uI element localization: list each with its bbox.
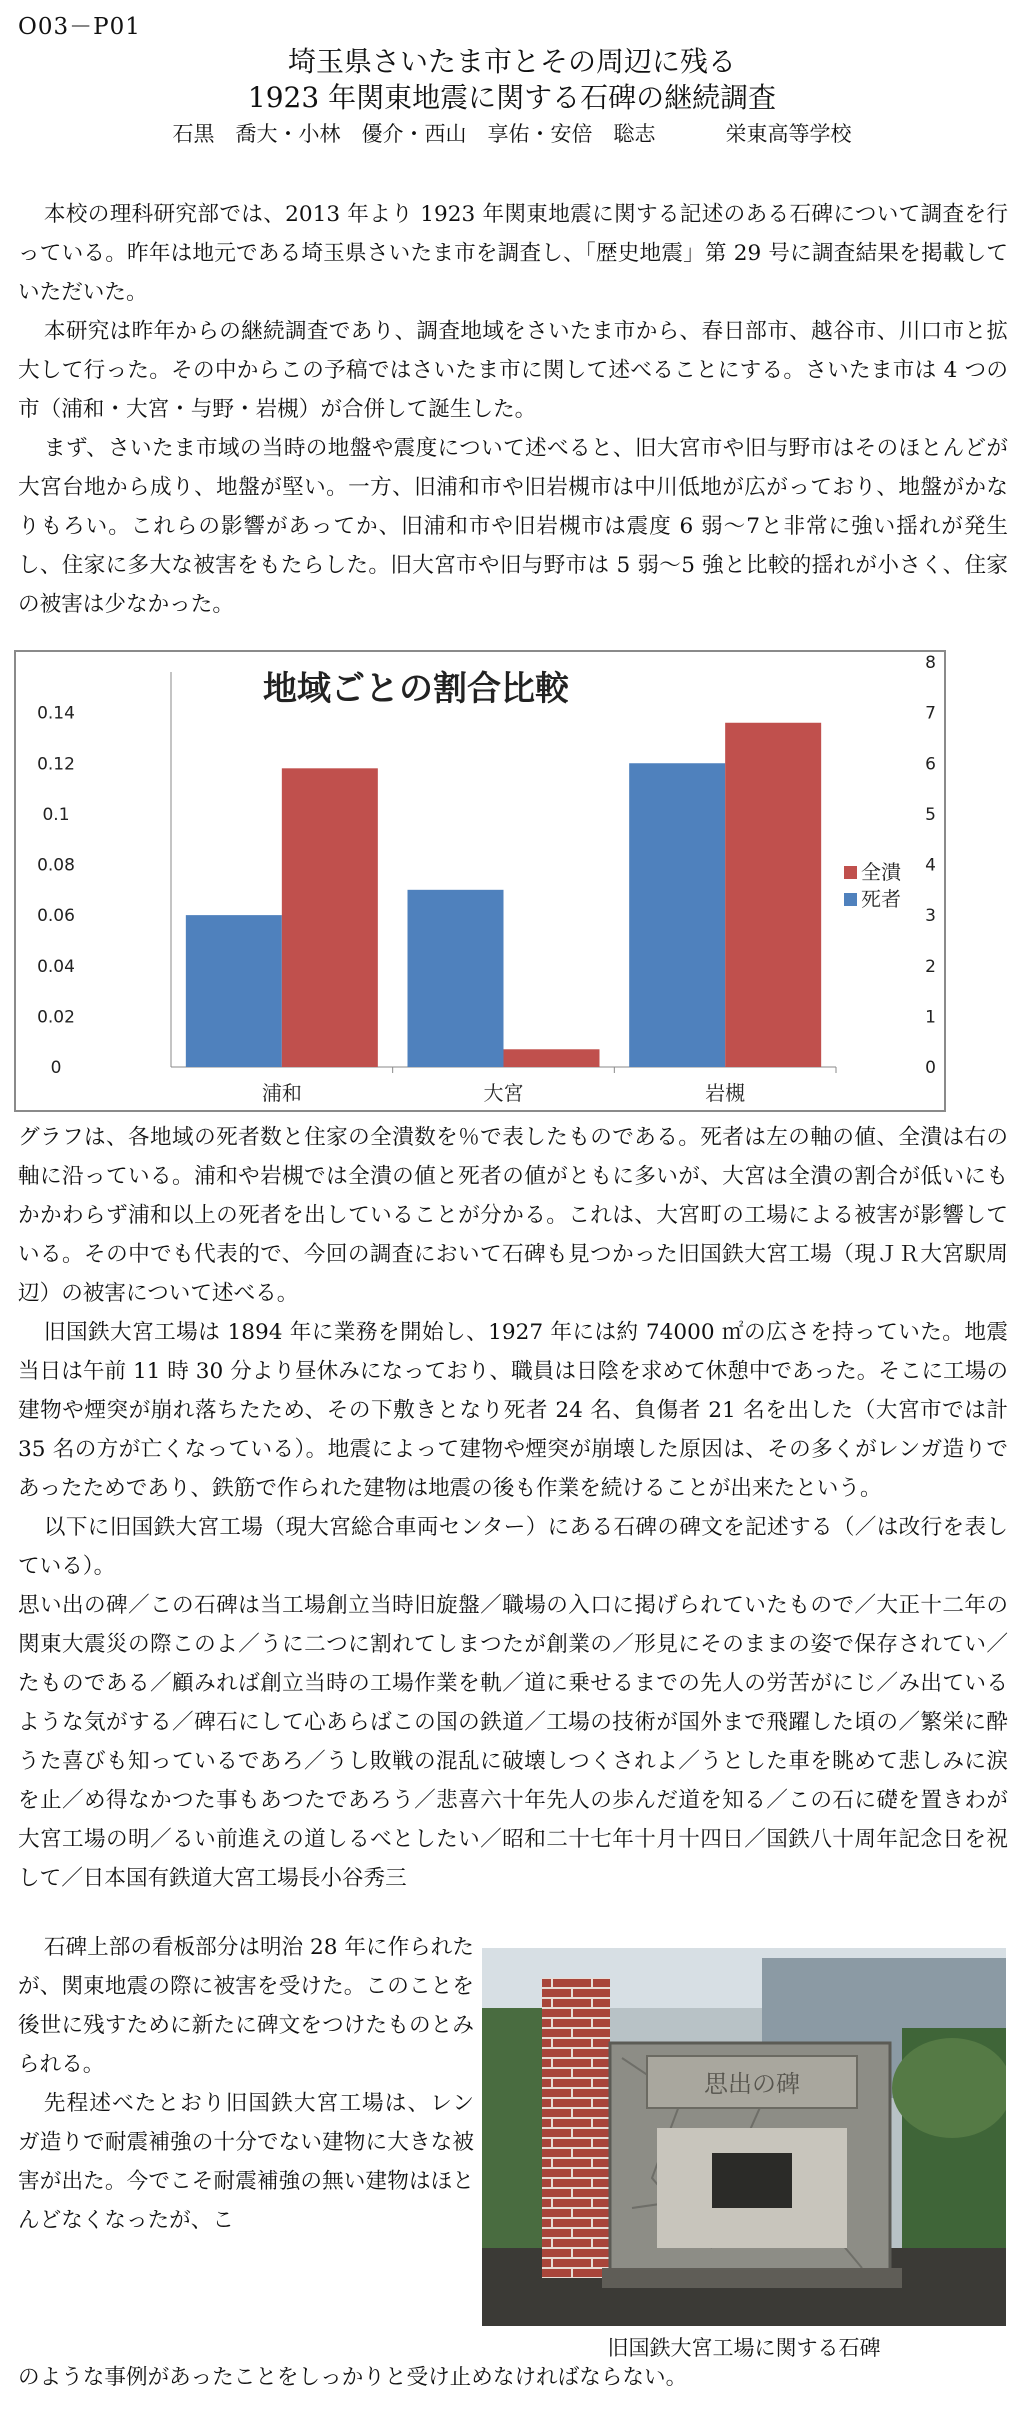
side-section — [18, 1928, 474, 2240]
category-label: 岩槻 — [705, 1081, 746, 1105]
photo-caption: 旧国鉄大宮工場に関する石碑 — [607, 2336, 881, 2360]
bar-collapse-1 — [504, 1049, 600, 1067]
right-tick-label: 4 — [925, 855, 936, 876]
title-line-2: 1923 年関東地震に関する石碑の継続調査 — [247, 81, 777, 114]
bar-collapse-2 — [725, 723, 821, 1067]
left-tick-label: 0 — [50, 1058, 62, 1078]
right-tick-label: 0 — [925, 1058, 936, 1078]
category-label: 大宮 — [483, 1081, 524, 1105]
right-tick-label: 8 — [925, 653, 936, 673]
bar-deaths-1 — [408, 890, 504, 1067]
bar-deaths-2 — [629, 763, 725, 1067]
right-tick-label: 2 — [925, 956, 936, 977]
bar-chart — [14, 650, 946, 1112]
paragraph-7: 石碑上部の看板部分は明治 28 年に作られたが、関東地震の際に被害を受けた。このことを後世に残すために新たに碑文をつけたものとみられる。 — [18, 1935, 474, 2077]
right-tick-label: 1 — [925, 1007, 936, 1028]
title-line-1: 埼玉県さいたま市とその周辺に残る — [287, 45, 736, 78]
legend-label: 全潰 — [861, 860, 901, 884]
stone-monument-photo — [482, 1948, 1006, 2326]
left-tick-label: 0.08 — [37, 855, 75, 876]
right-tick-label: 3 — [925, 906, 936, 927]
left-tick-label: 0.1 — [42, 804, 70, 825]
paragraph-1: 本校の理科研究部では、2013 年より 1923 年関東地震に関する記述のある石碑について調査を行っている。昨年は地元である埼玉県さいたま市を調査し、「歴史地震」第 29 号に調査結果を掲載していただいた。 — [18, 202, 1008, 305]
analysis-section — [18, 1118, 1008, 1898]
bar-deaths-0 — [186, 915, 282, 1067]
left-tick-label: 0.06 — [37, 906, 75, 927]
inscription-text: 思い出の碑／この石碑は当工場創立当時旧旋盤／職場の入口に掲げられていたもので／大正十二年の関東大震災の際このよ／うに二つに割れてしまつたが創業の／形見にそのままの姿で保存されてい／たものである／顧みれば創立当時の工場作業を軌／道に乗せるまでの先人の労苦がにじ／み出ているような気がする／碑石にして心あらばこの国の鉄道／工場の技術が国外まで飛躍した頃の／繁栄に酔うた喜びも知っているであろ／うし敗戦の混乱に破壊しつくされよ／うとした車を眺めて悲しみに涙を止／め得なかつた事もあつたであろう／悲喜六十年先人の歩んだ道を知る／この石に礎を置きわが大宮工場の明／るい前進えの道しるべとしたい／昭和二十七年十月十四日／国鉄八十周年記念日を祝して／日本国有鉄道大宮工場長小谷秀三 — [18, 1593, 1008, 1891]
paragraph-2: 本研究は昨年からの継続調査であり、調査地域をさいたま市から、春日部市、越谷市、川口市と拡大して行った。その中からこの予稿ではさいたま市に関して述べることにする。さいたま市は 4 つの市（浦和・大宮・与野・岩槻）が合併して誕生した。 — [18, 319, 1008, 422]
author-names: 石黒 喬大・小林 優介・西山 享佑・安倍 聡志 — [172, 122, 656, 146]
paragraph-6: 以下に旧国鉄大宮工場（現大宮総合車両センター）にある石碑の碑文を記述する（／は改行を表している）。 — [18, 1515, 1008, 1579]
intro-section — [18, 195, 1008, 624]
authors-line — [0, 118, 1024, 148]
paragraph-5: 旧国鉄大宮工場は 1894 年に業務を開始し、1927 年には約 74000 ㎡の広さを持っていた。地震当日は午前 11 時 30 分より昼休みになっており、職員は日陰を求めて休憩中であった。そこに工場の建物や煙突が崩れ落ちたため、その下敷きとなり死者 24 名、負傷者 21 名を出した（大宮市では計 35 名の方が亡くなっている）。地震によって建物や煙突が崩壊した原因は、その多くがレンガ造りであったためであり、鉄筋で作られた建物は地震の後も作業を続けることが出来たという。 — [18, 1320, 1008, 1501]
category-label: 浦和 — [261, 1081, 302, 1105]
paper-code: O03－P01 — [18, 14, 141, 40]
left-tick-label: 0.02 — [37, 1007, 75, 1028]
left-tick-label: 0.12 — [37, 754, 75, 775]
right-tick-label: 6 — [925, 754, 936, 775]
chart-svg — [16, 652, 944, 1110]
legend-swatch — [844, 893, 857, 906]
right-tick-label: 7 — [925, 703, 936, 724]
affiliation: 栄東高等学校 — [725, 122, 852, 146]
paragraph-4: グラフは、各地域の死者数と住家の全潰数を％で表したものである。死者は左の軸の値、全潰は右の軸に沿っている。浦和や岩槻では全潰の値と死者の値がともに多いが、大宮は全潰の割合が低いにもかかわらず浦和以上の死者を出していることが分かる。これは、大宮町の工場による被害が影響している。その中でも代表的で、今回の調査において石碑も見つかった旧国鉄大宮工場（現ＪＲ大宮駅周辺）の被害について述べる。 — [18, 1125, 1008, 1306]
closing-line: のような事例があったことをしっかりと受け止めなければならない。 — [18, 2365, 688, 2390]
paragraph-8: 先程述べたとおり旧国鉄大宮工場は、レンガ造りで耐震補強の十分でない建物に大きな被害が出た。今でこそ耐震補強の無い建物はほとんどなくなったが、こ — [18, 2091, 474, 2233]
monument-sign-text: 思出の碑 — [704, 2070, 800, 2098]
chart-title: 地域ごとの割合比較 — [263, 669, 569, 709]
left-tick-label: 0.14 — [37, 703, 75, 724]
legend-label: 死者 — [861, 887, 901, 911]
paragraph-3: まず、さいたま市域の当時の地盤や震度について述べると、旧大宮市や旧与野市はそのほとんどが大宮台地から成り、地盤が堅い。一方、旧浦和市や旧岩槻市は中川低地が広がっており、地盤がかなりもろい。これらの影響があってか、旧浦和市や旧岩槻市は震度 6 弱～7と非常に強い揺れが発生し、住家に多大な被害をもたらした。旧大宮市や旧与野市は 5 弱～5 強と比較的揺れが小さく、住家の被害は少なかった。 — [18, 436, 1008, 617]
legend-swatch — [844, 866, 857, 879]
right-tick-label: 5 — [925, 804, 936, 825]
bar-collapse-0 — [282, 768, 378, 1067]
left-tick-label: 0.04 — [37, 956, 75, 977]
